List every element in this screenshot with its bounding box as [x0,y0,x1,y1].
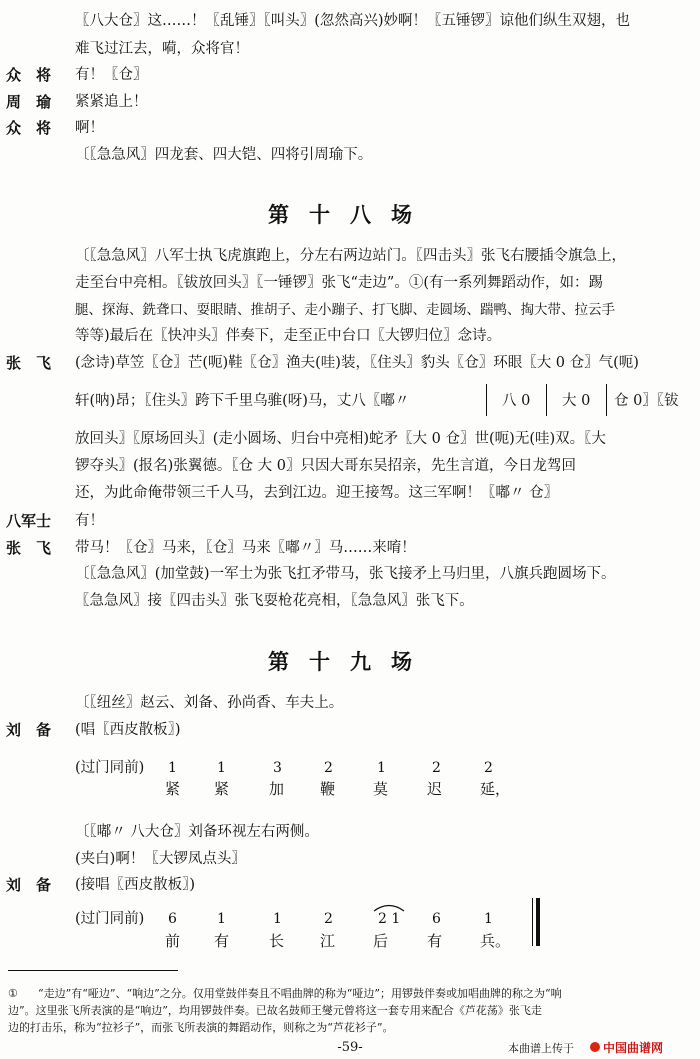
score-lyric: 长 [269,932,285,950]
stage-direction: 腿、探海、銑聋口、耍眼睛、推胡子、走小蹦子、打飞脚、走圆场、踹鸭、掏大带、拉云手 [75,302,615,318]
footnote-rule [8,970,178,971]
score-lyric: 后 [373,932,389,950]
score-lyric: 紧 [165,780,181,798]
dialogue: 啊！ [75,120,104,136]
beat-group: 大 0 [562,393,591,409]
stage-direction: 〔〖纽丝〗赵云、刘备、孙尚香、车夫上。 [75,695,344,711]
footnote-line: 边”。这里张飞所表演的是“响边”，均用锣鼓伴奏。已故名鼓师王燮元曾将这一套专用来配合《芦花荡》张飞走 [8,1004,542,1017]
score-note: 2 [432,760,441,776]
beat-group: 八 0 [502,393,531,409]
score-lyric: 迟 [427,780,443,798]
score-prefix: (过门同前) [75,760,145,776]
speaker: 众 将 [6,66,52,84]
credit-text: 本曲谱上传于 [508,1042,574,1055]
score-lyric: 有 [427,932,443,950]
scene-title: 第十九场 [268,649,432,674]
score-prefix: (过门同前) [75,911,145,927]
site-logo-icon [590,1042,600,1052]
score-note: 6 [432,911,441,927]
score-lyric: 兵。 [480,932,511,950]
dialogue: (接唱〖西皮散板〗) [75,877,196,893]
text-line: 〖八大仓〗这……！〖乱锤〗〖叫头〗(忽然高兴)妙啊！〖五锤锣〗谅他们纵生双翅，也 [75,13,631,29]
score-note: 1 [273,911,282,927]
footnote-line: 边的打击乐，称为“拉衫子”，而张飞所表演的舞蹈动作，则称之为“芦花衫子”。 [8,1021,394,1034]
score-note: 1 [484,911,493,927]
footnote-line: “走边”有“哑边”、“响边”之分。仅用堂鼓伴奏且不唱曲牌的称为“哑边”；用锣鼓伴奏或加唱曲牌的称之为“响 [38,987,562,1000]
scene-title: 第十八场 [268,202,432,227]
footnote-marker: ① [8,987,18,1000]
score-note: 1 [217,911,226,927]
dialogue: (念诗)草笠〖仓〗芒(呃)鞋〖仓〗渔夫(哇)装，〖住头〗豹头〖仓〗环眼〖大 0 仓〗气(呃) [75,355,639,371]
speaker: 刘 备 [6,721,52,739]
bar-line [486,384,487,416]
speaker: 八军士 [6,512,52,530]
score-lyric: 有 [214,932,230,950]
score-note: 2 [324,911,333,927]
final-bar [536,898,540,946]
score-note: 2 1 [378,911,401,927]
bar-line [532,898,533,946]
dialogue: 有！〖仓〗 [75,67,148,83]
dialogue: 有！ [75,513,104,529]
score-lyric: 延， [480,780,511,798]
stage-direction: 〔〖急急风〗四龙套、四大铠、四将引周瑜下。 [75,147,373,163]
speaker: 刘 备 [6,876,52,894]
speaker: 众 将 [6,119,52,137]
stage-direction: 〔〖嘟〃 八大仓〗刘备环视左右两侧。 [75,824,319,840]
score-note: 2 [324,760,333,776]
page-number: -59- [337,1040,363,1055]
score-note: 1 [377,760,386,776]
dialogue: 轩(呐)昂；〖住头〗跨下千里乌骓(呀)马，丈八〖嘟〃 [75,393,410,409]
bar-line [606,384,607,416]
dialogue: 紧紧追上！ [75,94,148,110]
score-note: 6 [168,911,177,927]
site-name[interactable]: 中国曲谱网 [603,1041,664,1055]
score-lyric: 前 [165,932,181,950]
dialogue: (唱〖西皮散板〗) [75,722,181,738]
speaker: 周 瑜 [6,93,52,111]
stage-direction: 〖急急风〗接〖四击头〗张飞耍枪花亮相，〖急急风〗张飞下。 [75,593,474,609]
speaker: 张 飞 [6,539,52,557]
dialogue: 还，为此命俺带领三千人马，去到江边。迎王接驾。这三军啊！〖嘟〃 仓〗 [75,485,559,501]
score-lyric: 江 [320,932,336,950]
score-lyric: 鞭 [320,780,336,798]
score-lyric: 莫 [373,780,389,798]
speaker: 张 飞 [6,354,52,372]
stage-direction: 等等)最后在〖快冲头〗伴奏下，走至正中台口〖大锣归位〗念诗。 [75,328,502,344]
score-note: 1 [217,760,226,776]
beat-group: 仓 0〗〖钹 [614,393,679,409]
score-lyric: 加 [269,780,285,798]
dialogue: 锣夺头〗(报名)张翼德。〖仓 大 0〗只因大哥东吴招亲，先生言道，今日龙驾回 [75,458,577,474]
bar-line [546,384,547,416]
stage-direction: 〔〖急急风〗(加堂鼓)一军士为张飞扛矛带马，张飞接矛上马归里，八旗兵跑圆场下。 [75,566,616,582]
dialogue: (夹白)啊！〖大锣凤点头〗 [75,851,246,867]
dialogue: 放回头〗〖原场回头〗(走小圆场、归台中亮相)蛇矛〖大 0 仓〗世(呃)无(哇)双。〖大 [75,431,606,447]
stage-direction: 〔〖急急风〗八军士执飞虎旗跑上，分左右两边站门。〖四击头〗张飞右腰插令旗急上， [75,248,626,264]
stage-direction: 走至台中亮相。〖钹放回头〗〖一锤锣〗张飞“走边”。①(有一系列舞蹈动作，如：踢 [75,275,603,291]
score-note: 3 [273,760,282,776]
score-note: 1 [168,760,177,776]
score-lyric: 紧 [214,780,230,798]
text-line: 难飞过江去，嗬，众将官！ [75,41,249,57]
score-note: 2 [484,760,493,776]
dialogue: 带马！〖仓〗马来，〖仓〗马来〖嘟〃〗马……来唷！ [75,540,416,556]
